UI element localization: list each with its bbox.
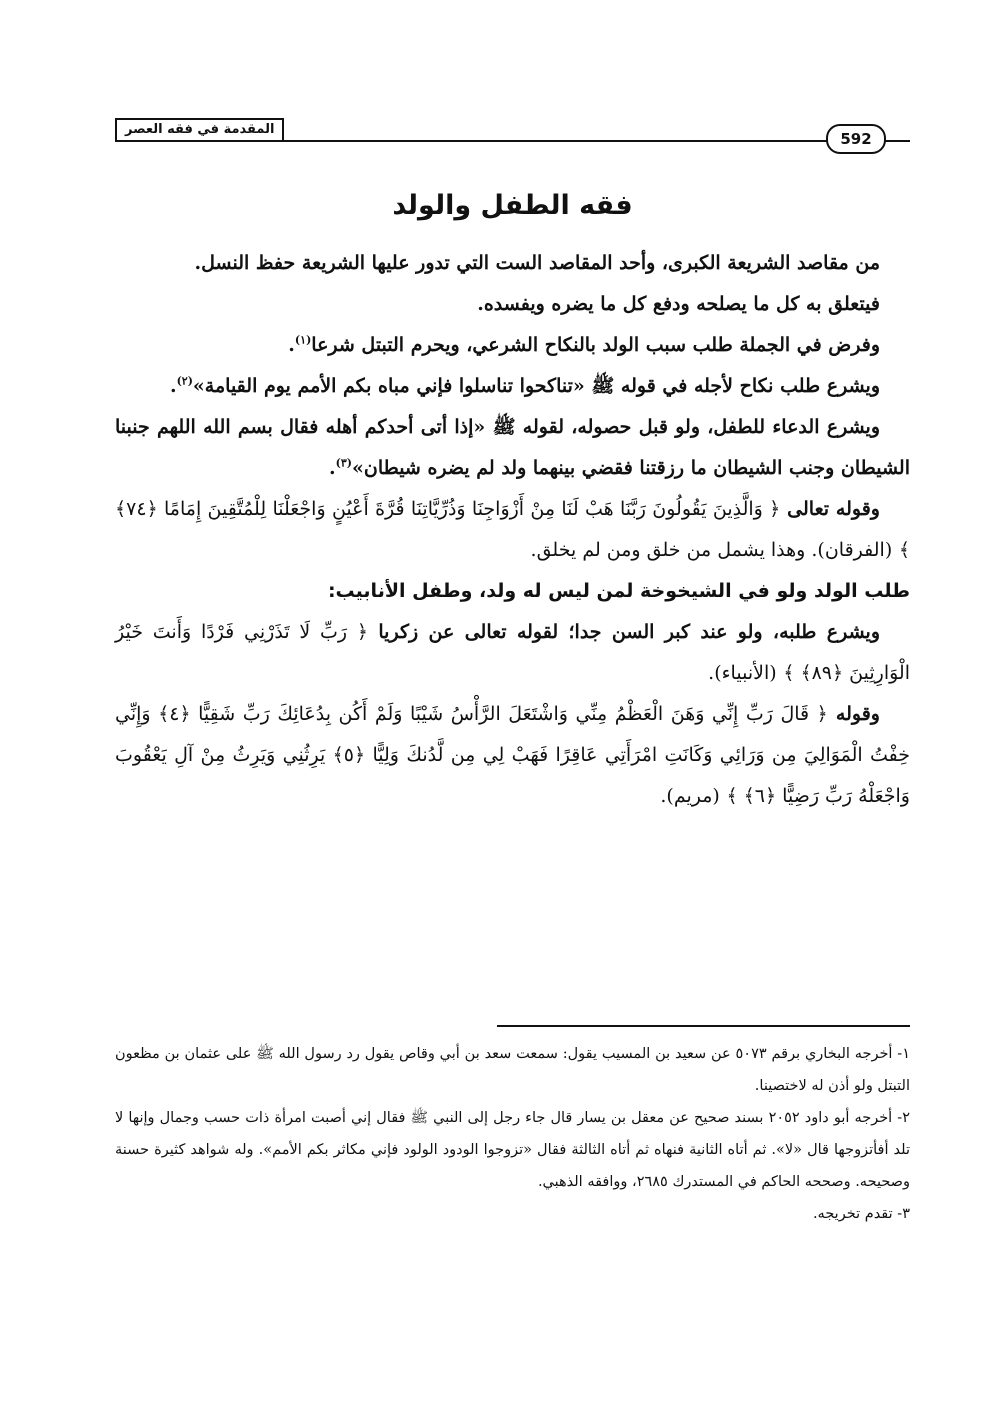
paragraph-7-lead: ويشرع طلبه، ولو عند كبر السن جدا؛ لقوله تعالى عن زكريا (378, 621, 880, 643)
paragraph-8-tail: (مريم). (660, 785, 720, 807)
footnote-1: ١- أخرجه البخاري برقم ٥٠٧٣ عن سعيد بن المسيب يقول: سمعت سعد بن أبي وقاص يقول رد رسول الله ﷺ على عثمان بن مظعون التبتل ولو أذن له لاختصينا. (115, 1046, 910, 1094)
paragraph-7-tail: (الأنبياء). (708, 662, 777, 684)
paragraph-8-lead: وقوله (835, 703, 880, 725)
footnote-3: ٣- تقدم تخريجه. (812, 1206, 910, 1222)
subheading: طلب الولد ولو في الشيخوخة لمن ليس له ولد، وطفل الأنابيب: (327, 580, 910, 602)
footnote-2: ٢- أخرجه أبو داود ٢٠٥٢ بسند صحيح عن معقل بن يسار قال جاء رجل إلى النبي ﷺ فقال إني أصبت امرأة ذات حسب وجمال وإنها لا تلد أفأتزوجها قال «لا». ثم أتاه الثانية فنهاه ثم أتاه الثالثة فقال «تزوجوا الودود الولود فإني مكاثر بكم الأمم». وله شواهد كثيرة حسنة وصحيحه. وصححه الحاكم في المستدرك ٢٦٨٥، ووافقه الذهبي. (115, 1110, 910, 1190)
quran-verse-anbiya: ﴿ رَبِّ لَا تَذَرْنِي فَرْدًا وَأَنتَ خَيْرُ الْوَارِثِينَ ﴿٨٩﴾ ﴾ (115, 621, 910, 684)
paragraph-8 (115, 694, 910, 817)
footnote-ref-2[interactable]: (٢) (176, 374, 193, 388)
footnotes (115, 1038, 910, 1230)
paragraph-3: وفرض في الجملة طلب سبب الولد بالنكاح الشرعي، ويحرم التبتل شرعا$^{(١)}$. (288, 333, 880, 356)
section-title: فقه الطفل والولد (392, 190, 633, 221)
paragraph-6 (115, 489, 910, 571)
quran-verse-furqan: ﴿ وَالَّذِينَ يَقُولُونَ رَبَّنَا هَبْ لَنَا مِنْ أَزْوَاجِنَا وَذُرِّيَّاتِنَا قُرَّةَ أَعْيُنٍ وَاجْعَلْنَا لِلْمُتَّقِينَ إِمَامًا ﴿٧٤﴾ ﴾ (115, 498, 910, 561)
paragraph-5: ويشرع الدعاء للطفل، ولو قبل حصوله، لقوله ﷺ «إذا أتى أحدكم أهله فقال بسم الله اللهم جنبنا الشيطان وجنب الشيطان ما رزقتنا فقضي بينهما ولد لم يضره شيطان»$^{(٣)}$. (115, 416, 910, 479)
paragraph-1: من مقاصد الشريعة الكبرى، وأحد المقاصد الست التي تدور عليها الشريعة حفظ النسل. (194, 252, 880, 274)
page-header (115, 118, 910, 148)
paragraph-4-text: ويشرع طلب نكاح لأجله في قوله ﷺ «تناكحوا تناسلوا فإني مباه بكم الأمم يوم القيامة» (192, 375, 880, 397)
paragraph-6-lead: وقوله تعالى (787, 498, 880, 520)
footnote-ref-1[interactable]: (١) (294, 333, 312, 347)
footnote-rule (497, 1025, 910, 1027)
running-head: المقدمة في فقه العصر (115, 118, 284, 142)
body-text (115, 243, 910, 817)
paragraph-5-text: ويشرع الدعاء للطفل، ولو قبل حصوله، لقوله ﷺ «إذا أتى أحدكم أهله فقال بسم الله اللهم جنبنا الشيطان وجنب الشيطان ما رزقتنا فقضي بينهما ولد لم يضره شيطان» (115, 416, 910, 479)
page-number: 592 (826, 124, 886, 154)
paragraph-3-text: وفرض في الجملة طلب سبب الولد بالنكاح الشرعي، ويحرم التبتل شرعا (311, 334, 880, 356)
paragraph-7 (115, 612, 910, 694)
paragraph-2: فيتعلق به كل ما يصلحه ودفع كل ما يضره ويفسده. (477, 293, 880, 315)
footnote-ref-3[interactable]: (٣) (335, 456, 352, 470)
quran-verse-maryam: ﴿ قَالَ رَبِّ إِنِّي وَهَنَ الْعَظْمُ مِنِّي وَاشْتَعَلَ الرَّأْسُ شَيْبًا وَلَمْ أَكُن بِدُعَائِكَ رَبِّ شَقِيًّا ﴿٤﴾ وَإِنِّي خِفْتُ الْمَوَالِيَ مِن وَرَائِي وَكَانَتِ امْرَأَتِي عَاقِرًا فَهَبْ لِي مِن لَّدُنكَ وَلِيًّا ﴿٥﴾ يَرِثُنِي وَيَرِثُ مِنْ آلِ يَعْقُوبَ وَاجْعَلْهُ رَبِّ رَضِيًّا ﴿٦﴾ ﴾ (115, 703, 910, 807)
paragraph-4: ويشرع طلب نكاح لأجله في قوله ﷺ «تناكحوا تناسلوا فإني مباه بكم الأمم يوم القيامة»$^{(٢)}$. (169, 374, 880, 397)
paragraph-6-tail: (الفرقان). وهذا يشمل من خلق ومن لم يخلق. (530, 539, 893, 561)
